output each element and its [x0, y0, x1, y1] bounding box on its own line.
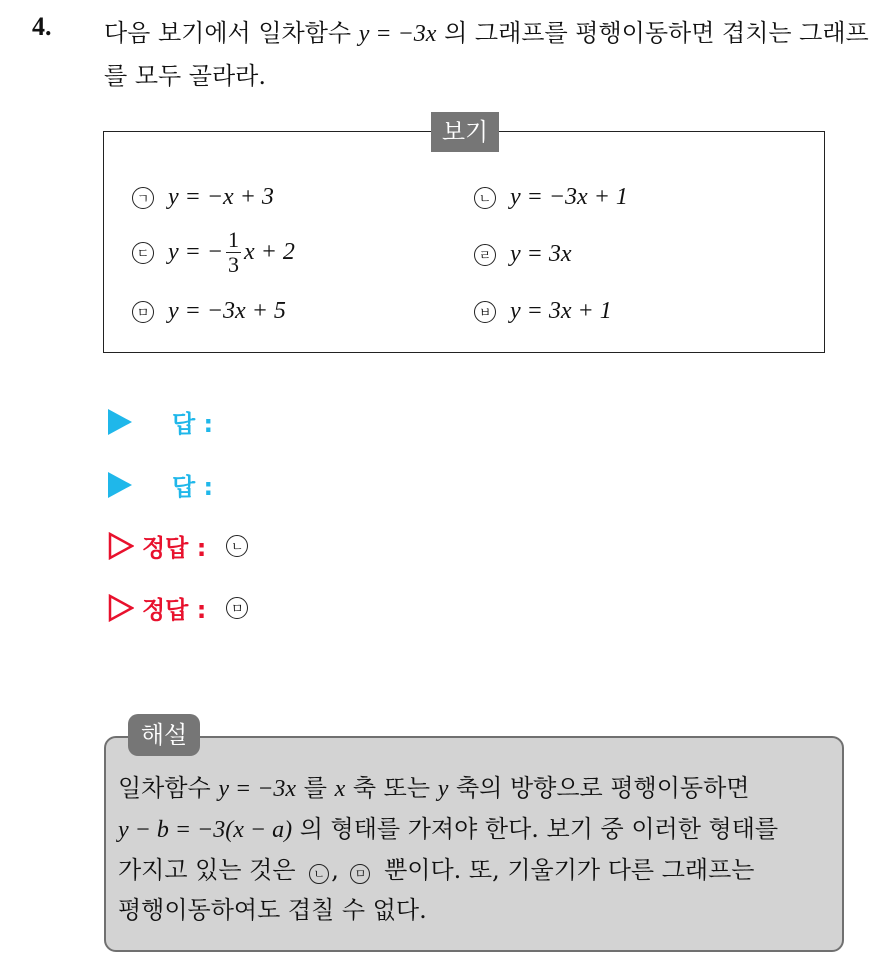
option-equation: y = −x + 3	[168, 184, 274, 210]
explanation-line-1	[118, 768, 834, 809]
option-b	[474, 184, 628, 211]
option-symbol: ㄷ	[132, 242, 154, 264]
option-equation-post: x + 2	[244, 239, 295, 265]
option-symbol: ㅁ	[132, 301, 154, 323]
fraction-numerator: 1	[228, 227, 240, 252]
option-equation: y = −3x + 1	[510, 184, 628, 210]
solution-label: 정답 :	[142, 596, 207, 624]
question-text-before: 다음 보기에서 일차함수	[104, 19, 352, 47]
solution-value: ㅁ	[226, 597, 248, 619]
answer-label: 답 :	[172, 473, 214, 501]
option-d	[474, 241, 572, 268]
fraction	[226, 228, 241, 277]
explanation-tag: 해설	[128, 714, 200, 756]
explanation-line-4: 평행이동하여도 겹칠 수 없다.	[118, 896, 427, 924]
option-equation: y = 3x + 1	[510, 298, 612, 324]
text: 축 또는	[352, 774, 431, 802]
option-symbol: ㄱ	[132, 187, 154, 209]
text: 일차함수	[118, 774, 211, 802]
explanation-line-3: 가지고 있는 것은 ㄴ , ㅁ 뿐이다. 또, 기울기가 다른 그래프는	[118, 856, 755, 884]
question-text	[104, 12, 874, 97]
text: 의 형태를 가져야 한다. 보기 중 이러한 형태를	[299, 815, 779, 843]
option-e	[132, 298, 286, 325]
bogi-tag: 보기	[431, 112, 499, 152]
question-equation: y = −3x	[358, 21, 437, 47]
question-number: 4.	[32, 12, 52, 41]
option-symbol: ㄴ	[474, 187, 496, 209]
variable-x: x	[334, 776, 346, 802]
option-equation-pre: y = −	[168, 239, 224, 265]
text: 를	[303, 774, 327, 802]
solution-row-2	[108, 590, 262, 625]
text: 뿐이다. 또, 기울기가 다른 그래프는	[384, 856, 755, 884]
question-text-after: 의 그래프를 평행이동하면 겹치는 그래프를 모두 골라라.	[104, 19, 869, 90]
option-c	[132, 228, 295, 277]
option-equation: y = −3x + 5	[168, 298, 286, 324]
text: 가지고 있는 것은	[118, 856, 296, 884]
option-a	[132, 184, 274, 211]
explanation-line-2	[118, 809, 834, 850]
equation: y = −3x	[218, 776, 297, 802]
option-equation: y = 3x	[510, 241, 572, 267]
equation: y − b = −3(x − a)	[118, 817, 293, 843]
outline-triangle-icon	[108, 532, 134, 560]
solution-label: 정답 :	[142, 534, 207, 562]
outline-triangle-icon	[108, 594, 134, 622]
option-symbol: ㅂ	[474, 301, 496, 323]
option-f	[474, 298, 612, 325]
fraction-denominator: 3	[228, 252, 240, 277]
solution-value: ㄴ	[226, 535, 248, 557]
answer-row-2[interactable]	[108, 467, 213, 502]
play-triangle-icon	[108, 409, 132, 435]
variable-y: y	[437, 776, 449, 802]
answer-row-1[interactable]	[108, 404, 213, 439]
answer-label: 답 :	[172, 410, 214, 438]
explanation-text	[118, 768, 834, 930]
solution-row-1	[108, 528, 262, 563]
text: 축의 방향으로 평행이동하면	[455, 774, 750, 802]
circled-symbol: ㄴ	[309, 864, 329, 884]
option-symbol: ㄹ	[474, 244, 496, 266]
circled-symbol: ㅁ	[350, 864, 370, 884]
play-triangle-icon	[108, 472, 132, 498]
